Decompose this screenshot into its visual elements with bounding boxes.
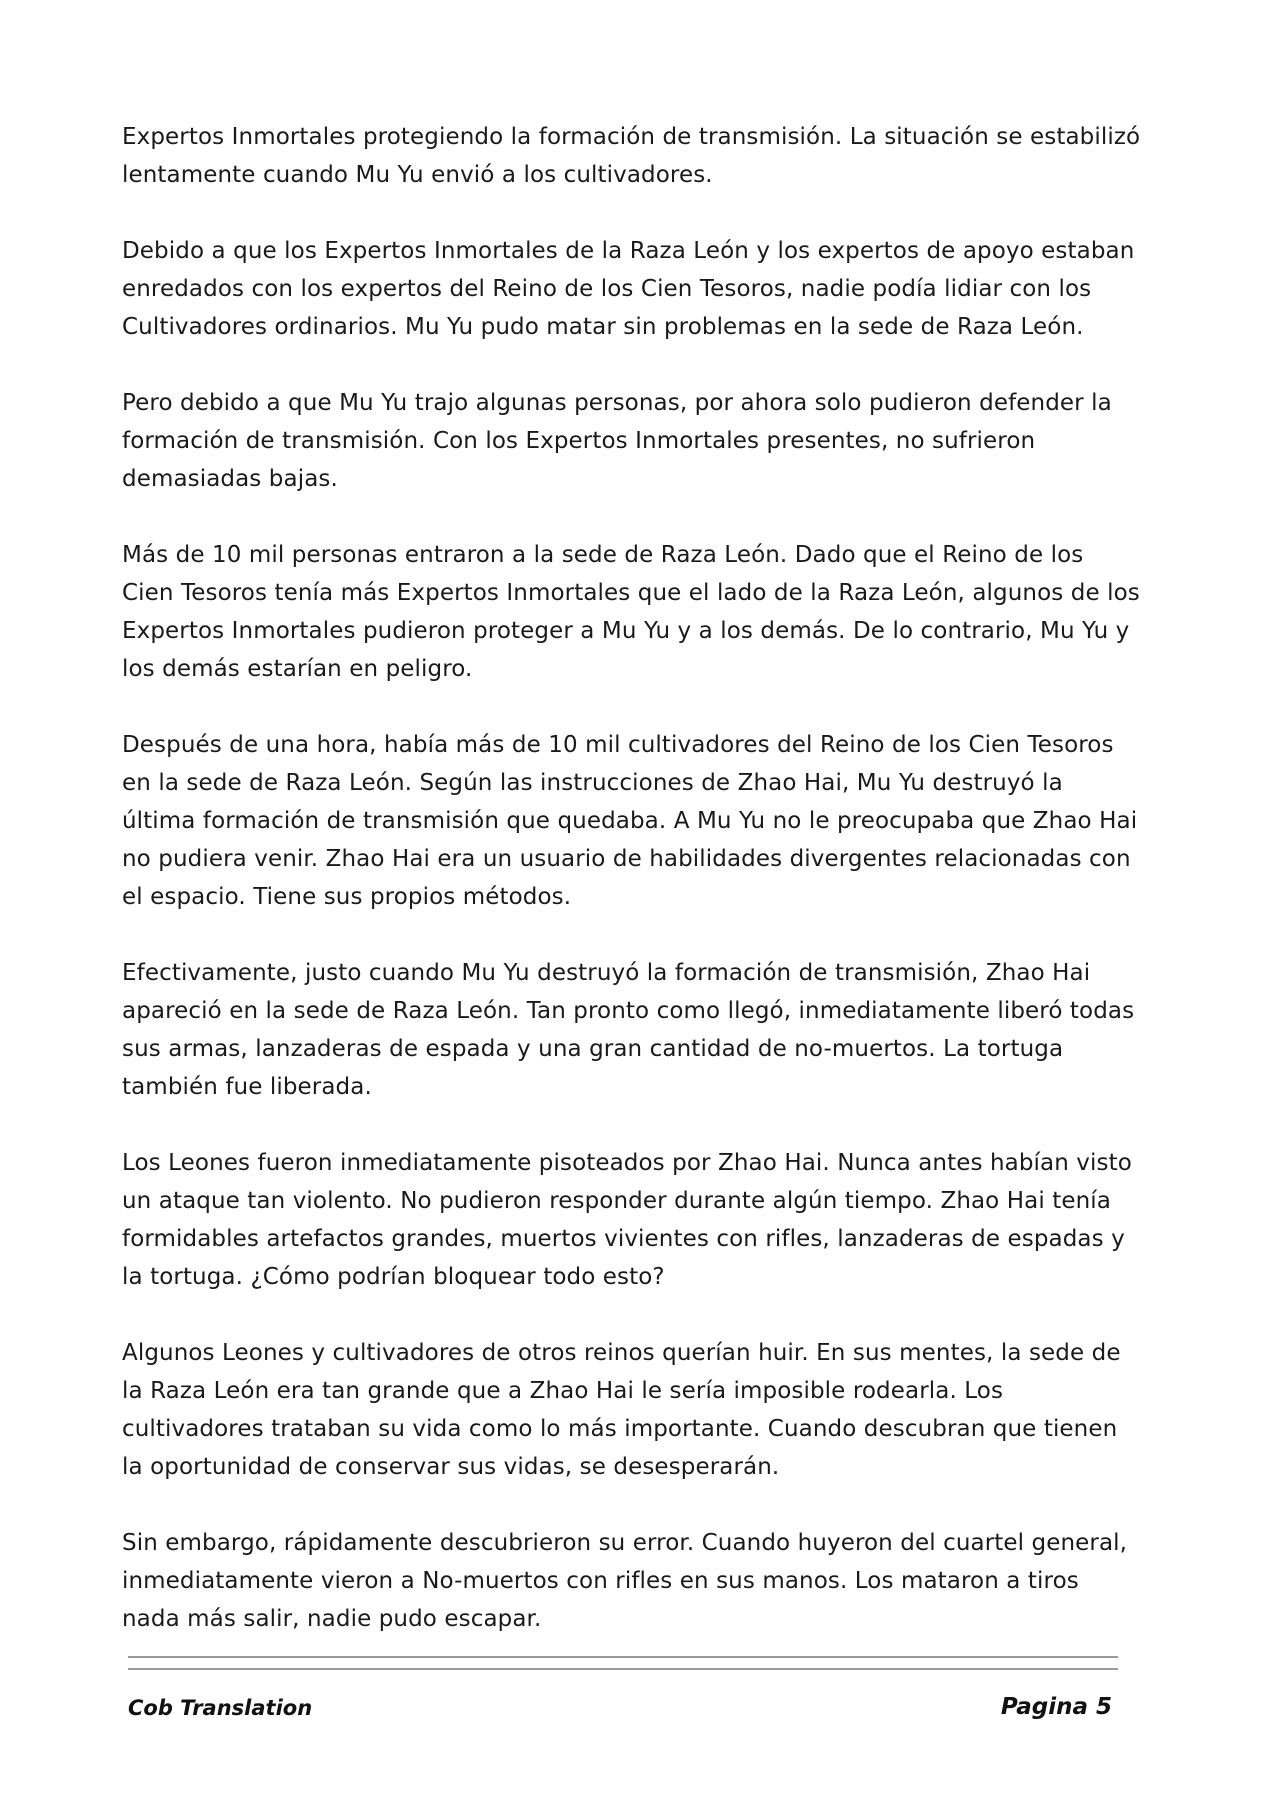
paragraph: Debido a que los Expertos Inmortales de la Raza León y los expertos de apoyo estaban enredados con los expertos del Reino de los Cien Tesoros, nadie podía lidiar con los Cultivadores ordinarios. Mu Yu pudo matar sin problemas en la sede de Raza León. xyxy=(122,238,1135,340)
footer-divider-bottom xyxy=(128,1668,1118,1670)
paragraph: Después de una hora, había más de 10 mil cultivadores del Reino de los Cien Tesoros en la sede de Raza León. Según las instrucciones de Zhao Hai, Mu Yu destruyó la última formación de transmisión que quedaba. A Mu Yu no le preocupaba que Zhao Hai no pudiera venir. Zhao Hai era un usuario de habilidades divergentes relacionadas con el espacio. Tiene sus propios métodos. xyxy=(122,732,1138,910)
paragraph: Los Leones fueron inmediatamente pisoteados por Zhao Hai. Nunca antes habían visto un ataque tan violento. No pudieron responder durante algún tiempo. Zhao Hai tenía formidables artefactos grandes, muertos vivientes con rifles, lanzaderas de espadas y la tortuga. ¿Cómo podrían bloquear todo esto? xyxy=(122,1150,1132,1290)
paragraph: Efectivamente, justo cuando Mu Yu destruyó la formación de transmisión, Zhao Hai apareció en la sede de Raza León. Tan pronto como llegó, inmediatamente liberó todas sus armas, lanzaderas de espada y una gran cantidad de no-muertos. La tortuga también fue liberada. xyxy=(122,960,1135,1100)
footer-page-number: Pagina 5 xyxy=(1000,1694,1112,1720)
footer-translator-credit: Cob Translation xyxy=(128,1696,313,1720)
footer-divider-top xyxy=(128,1656,1118,1658)
paragraph: Pero debido a que Mu Yu trajo algunas personas, por ahora solo pudieron defender la formación de transmisión. Con los Expertos Inmortales presentes, no sufrieron demasiadas bajas. xyxy=(122,390,1112,492)
page-body xyxy=(122,118,1142,1676)
paragraph: Más de 10 mil personas entraron a la sede de Raza León. Dado que el Reino de los Cien Tesoros tenía más Expertos Inmortales que el lado de la Raza León, algunos de los Expertos Inmortales pudieron proteger a Mu Yu y a los demás. De lo contrario, Mu Yu y los demás estarían en peligro. xyxy=(122,542,1140,682)
paragraph: Sin embargo, rápidamente descubrieron su error. Cuando huyeron del cuartel general, inmediatamente vieron a No-muertos con rifles en sus manos. Los mataron a tiros nada más salir, nadie pudo escapar. xyxy=(122,1530,1128,1632)
paragraph: Expertos Inmortales protegiendo la formación de transmisión. La situación se estabilizó lentamente cuando Mu Yu envió a los cultivadores. xyxy=(122,124,1141,188)
paragraph: Algunos Leones y cultivadores de otros reinos querían huir. En sus mentes, la sede de la Raza León era tan grande que a Zhao Hai le sería imposible rodearla. Los cultivadores trataban su vida como lo más importante. Cuando descubran que tienen la oportunidad de conservar sus vidas, se desesperarán. xyxy=(122,1340,1121,1480)
